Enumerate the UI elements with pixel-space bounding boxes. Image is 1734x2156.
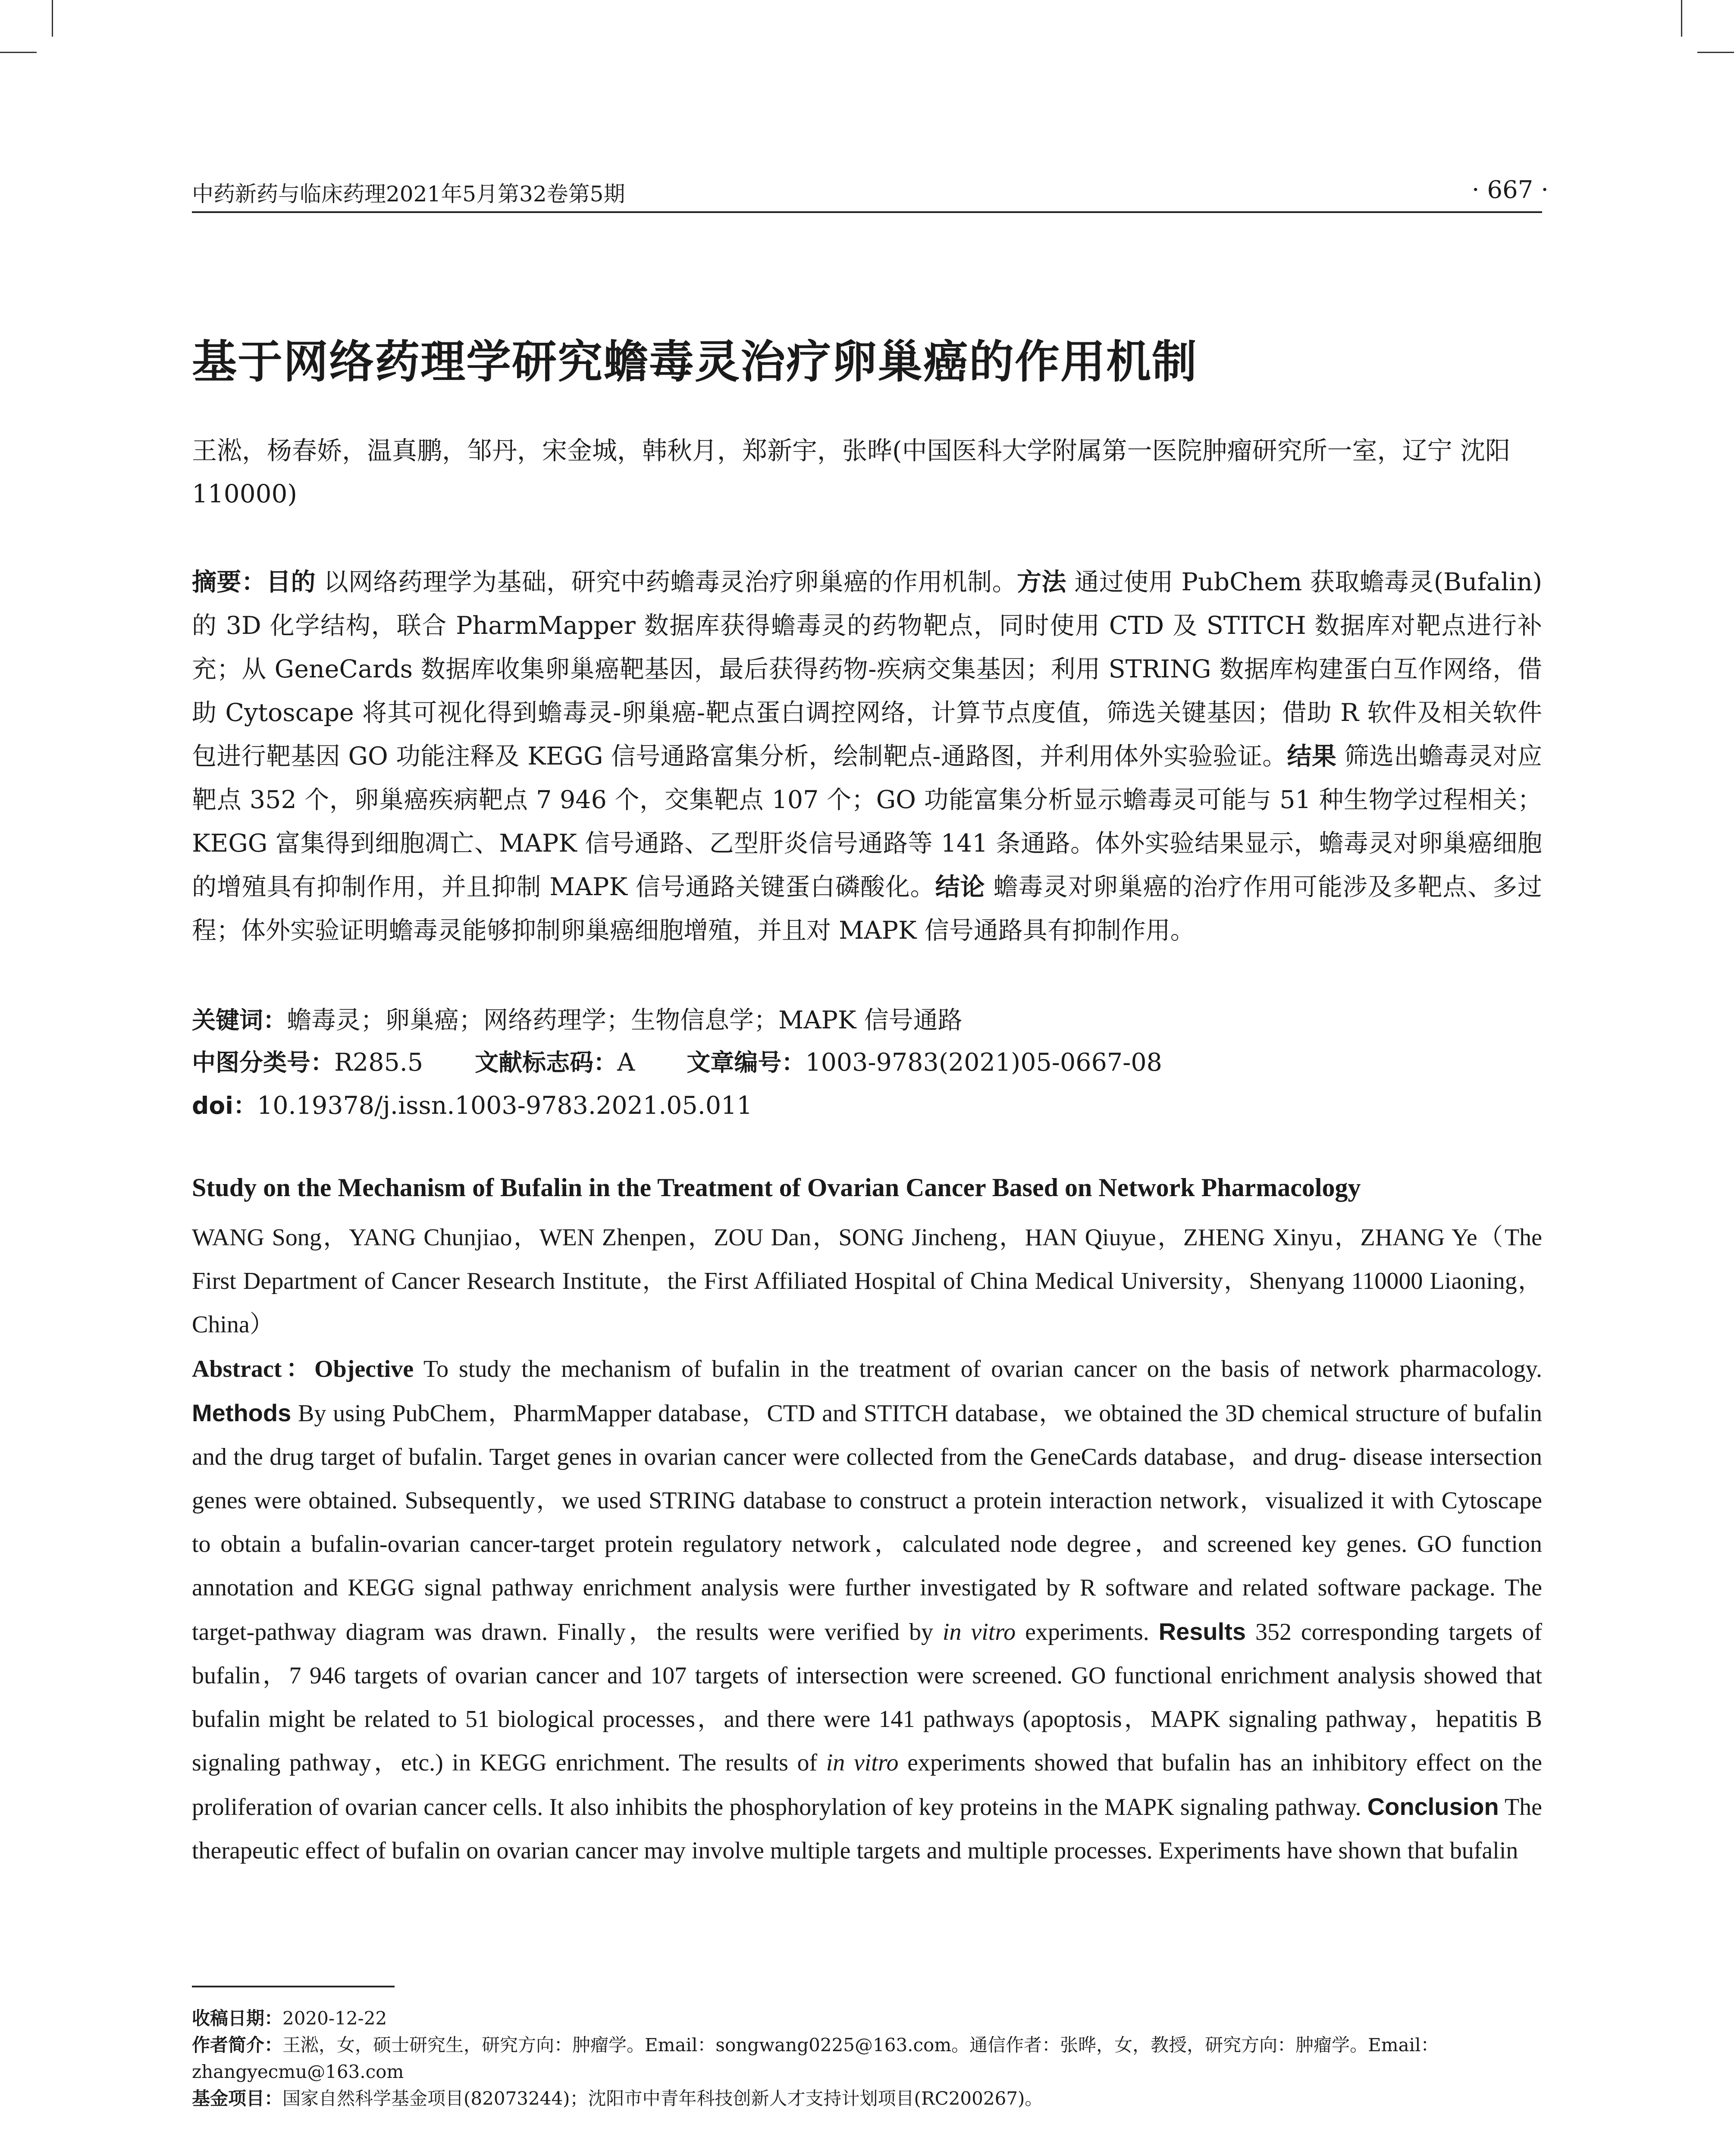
abstract-en: [192, 1348, 1542, 1873]
crop-mark: [0, 52, 37, 53]
author-note-text: 王淞，女，硕士研究生，研究方向：肿瘤学。Email：songwang0225@163.com。通信作者：张晔，女，教授，研究方向：肿瘤学。Email：zhangyecmu@163.com: [192, 2034, 1439, 2082]
methods-en-text: By using PubChem，PharmMapper database，CTD and STITCH database，we obtained the 3D chemical structure of bufalin and the drug target of bufalin. Target genes in ovarian cancer were collected from the GeneCards database，and drug- disease intersection genes were obtained. Subsequently，we used STRING database to construct a protein interaction network，visualized it with Cytoscape to obtain a bufalin-ovarian cancer-target protein regulatory network，calculated node degree，and screened key genes. GO function annotation and KEGG signal pathway enrichment analysis were further investigated by R software and related software package. The target-pathway diagram was drawn. Finally，the results were verified by: [192, 1400, 1543, 1645]
methods-en-label: Methods: [192, 1399, 292, 1426]
footnotes: [192, 2005, 1542, 2112]
objective-en-text: To study the mechanism of bufalin in the treatment of ovarian cancer on the basis of network pharmacology.: [423, 1356, 1542, 1382]
fund-label: 基金项目：: [192, 2088, 283, 2109]
received-label: 收稿日期：: [192, 2008, 283, 2029]
crop-mark: [1697, 52, 1734, 53]
abstract-en-label: Abstract：: [192, 1356, 314, 1382]
conclusion-label: 结论: [935, 873, 985, 901]
page-number: · 667 ·: [1471, 176, 1549, 204]
objective-label: 目的: [266, 568, 316, 596]
methods-en-end: experiments.: [1025, 1619, 1149, 1645]
conclusion-en-label: Conclusion: [1367, 1793, 1499, 1820]
article-no-label: 文章编号：: [687, 1049, 806, 1076]
article-no-value: 1003-9783(2021)05-0667-08: [805, 1048, 1162, 1077]
author-list: 王淞，杨春娇，温真鹏，邹丹，宋金城，韩秋月，郑新宇，张晔(中国医科大学附属第一医院肿瘤研究所一室，辽宁 沈阳 110000): [192, 436, 1511, 508]
objective-en-label: Objective: [314, 1356, 414, 1382]
methods-label: 方法: [1017, 568, 1066, 596]
footnote-rule: [192, 1986, 395, 1987]
fund-note: [192, 2085, 1542, 2112]
objective-text: 以网络药理学为基础，研究中药蟾毒灵治疗卵巢癌的作用机制。: [323, 568, 1017, 596]
fund-text: 国家自然科学基金项目(82073244)；沈阳市中青年科技创新人才支持计划项目(RC200267)。: [282, 2088, 1043, 2109]
results-en-text-2: experiments showed that bufalin has an inhibitory effect on the proliferation of ovarian cancer cells. It also inhibits the phosphorylation of key proteins in the MAPK signaling pathway.: [192, 1749, 1543, 1821]
header-rule: [192, 211, 1542, 213]
keywords-value: 蟾毒灵；卵巢癌；网络药理学；生物信息学；MAPK 信号通路: [287, 1006, 963, 1034]
author-note-label: 作者简介：: [192, 2034, 283, 2056]
english-authors: WANG Song，YANG Chunjiao，WEN Zhenpen，ZOU Dan，SONG Jincheng，HAN Qiuyue，ZHENG Xinyu，ZHANG Ye（The First Department of Cancer Research Institute，the First Affiliated Hospital of China Medical University，Shenyang 110000 Liaoning，China）: [192, 1224, 1542, 1338]
results-text: 筛选出蟾毒灵对应靶点 352 个，卵巢癌疾病靶点 7 946 个，交集靶点 107 个；GO 功能富集分析显示蟾毒灵可能与 51 种生物学过程相关；KEGG 富集得到细胞凋亡、MAPK 信号通路、乙型肝炎信号通路等 141 条通路。体外实验结果显示，蟾毒灵对卵巢癌细胞的增殖具有抑制作用，并且抑制 MAPK 信号通路关键蛋白磷酸化。: [192, 742, 1542, 901]
clc-value: R285.5: [334, 1048, 423, 1077]
results-en-text: 352 corresponding targets of bufalin，7 946 targets of ovarian cancer and 107 targets of intersection were screened. GO functional enrichment analysis showed that bufalin might be related to 51 biological processes，and there were 141 pathways (apoptosis，MAPK signaling pathway，hepatitis B signaling pathway，etc.) in KEGG enrichment. The results of: [192, 1619, 1543, 1776]
doi-label: doi：: [192, 1092, 257, 1119]
doc-code-label: 文献标志码：: [475, 1049, 618, 1076]
abstract-label: 摘要：: [192, 568, 267, 596]
classification-row: [192, 1044, 1542, 1078]
clc-label: 中图分类号：: [192, 1049, 335, 1076]
crop-mark: [52, 0, 53, 37]
doc-code-value: A: [617, 1048, 635, 1077]
author-note: [192, 2032, 1542, 2085]
conclusion-en-text: The therapeutic effect of bufalin on ovarian cancer may involve multiple targets and multiple processes. Experiments have shown that bufalin: [192, 1794, 1542, 1864]
crop-mark: [1681, 0, 1682, 37]
received-date: 2020-12-22: [282, 2008, 387, 2029]
english-title: Study on the Mechanism of Bufalin in the Treatment of Ovarian Cancer Based on Network Pharmacology: [192, 1173, 1361, 1202]
abstract-cn: [192, 561, 1542, 953]
keywords-label: 关键词：: [192, 1006, 287, 1034]
results-en-label: Results: [1158, 1618, 1246, 1645]
keywords-row: [192, 1000, 1542, 1036]
methods-text: 通过使用 PubChem 获取蟾毒灵(Bufalin)的 3D 化学结构，联合 PharmMapper 数据库获得蟾毒灵的药物靶点，同时使用 CTD 及 STITCH 数据库对靶点进行补充；从 GeneCards 数据库收集卵巢癌靶基因，最后获得药物-疾病交集基因；利用 STRING 数据库构建蛋白互作网络，借助 Cytoscape 将其可视化得到蟾毒灵-卵巢癌-靶点蛋白调控网络，计算节点度值，筛选关键基因；借助 R 软件及相关软件包进行靶基因 GO 功能注释及 KEGG 信号通路富集分析，绘制靶点-通路图，并利用体外实验验证。: [192, 568, 1543, 771]
doi-value: 10.19378/j.issn.1003-9783.2021.05.011: [257, 1091, 753, 1120]
conclusion-text: 蟾毒灵对卵巢癌的治疗作用可能涉及多靶点、多过程；体外实验证明蟾毒灵能够抑制卵巢癌细胞增殖，并且对 MAPK 信号通路具有抑制作用。: [192, 873, 1543, 945]
in-vitro-text: in vitro: [942, 1619, 1016, 1645]
received-note: [192, 2005, 1542, 2032]
doi-row: [192, 1087, 1542, 1121]
article-title: 基于网络药理学研究蟾毒灵治疗卵巢癌的作用机制: [192, 335, 1198, 388]
results-label: 结果: [1287, 742, 1337, 771]
in-vitro-text: in vitro: [826, 1749, 899, 1776]
running-head: 中药新药与临床药理2021年5月第32卷第5期: [192, 182, 625, 207]
